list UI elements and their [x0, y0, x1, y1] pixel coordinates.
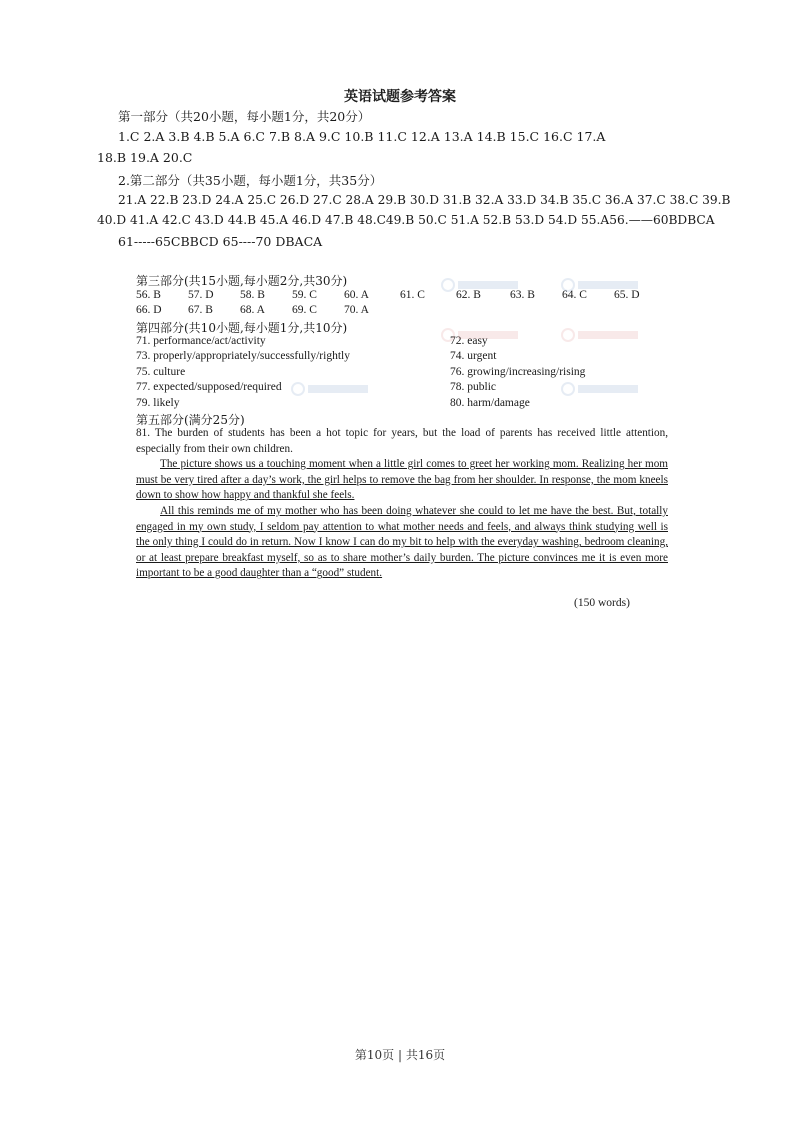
part1-heading: 第一部分（共20小题，每小题1分，共20分） [118, 109, 371, 124]
answer-item: 79. likely [136, 397, 180, 409]
essay [136, 426, 668, 582]
word-count: (150 words) [574, 597, 630, 609]
part3-row2 [136, 304, 436, 320]
answer-item: 80. harm/damage [450, 397, 530, 409]
answer-item: 60. A [344, 289, 369, 301]
part2-answers-line1: 21.A 22.B 23.D 24.A 25.C 26.D 27.C 28.A 29.B 30.D 31.B 32.A 33.D 34.B 35.C 36.A 37.C 38.C 39.B [118, 193, 731, 207]
part3-row1 [136, 289, 676, 305]
answer-item: 77. expected/supposed/required [136, 381, 282, 393]
part5-heading: 第五部分(满分25分) [136, 413, 245, 427]
essay-paragraph: The picture shows us a touching moment when a little girl comes to greet her working mom. Realizing her mom must be very tired after a day’s work, the girl helps to remove the bag from her shoulder. In response, the mom kneels down to show how happy and thankful she feels. [136, 458, 668, 502]
answer-item: 70. A [344, 304, 369, 316]
page-number: 第10页 | 共16页 [354, 1048, 446, 1062]
answer-item: 56. B [136, 289, 161, 301]
watermark-logo [560, 380, 650, 398]
part1-answers-line2: 18.B 19.A 20.C [97, 150, 193, 165]
watermark-logo [560, 326, 650, 344]
answer-item: 63. B [510, 289, 535, 301]
part3-heading: 第三部分(共15小题,每小题2分,共30分) [136, 274, 348, 288]
answer-item: 76. growing/increasing/rising [450, 366, 586, 378]
answer-item: 74. urgent [450, 350, 497, 362]
watermark-logo [290, 380, 380, 398]
part2-heading: 2.第二部分（共35小题，每小题1分，共35分） [118, 173, 383, 188]
answer-item: 58. B [240, 289, 265, 301]
answer-item: 57. D [188, 289, 214, 301]
essay-paragraph: All this reminds me of my mother who has been doing whatever she could to let me have the best. But, totally engaged in my own study, I seldom pay attention to what mother needs and feels, and always think studying well is the only thing I could do in return. Now I know I can do my bit to help with the everyday washing, bedroom cleaning, or at least prepare breakfast myself, so as to share mother’s daily burden. The picture convinces me it is even more important to be a good daughter than a “good” student. [136, 504, 668, 580]
answer-item: 69. C [292, 304, 317, 316]
answer-item: 64. C [562, 289, 587, 301]
answer-item: 59. C [292, 289, 317, 301]
page-title: 英语试题参考答案 [344, 89, 456, 105]
part1-answers-line1: 1.C 2.A 3.B 4.B 5.A 6.C 7.B 8.A 9.C 10.B 11.C 12.A 13.A 14.B 15.C 16.C 17.A [118, 129, 606, 144]
answer-item: 68. A [240, 304, 265, 316]
answer-item: 78. public [450, 381, 496, 393]
answer-item: 62. B [456, 289, 481, 301]
answer-item: 66. D [136, 304, 162, 316]
essay-intro: 81. The burden of students has been a hot topic for years, but the load of parents has received little attention, especially from their own children. [136, 427, 668, 455]
answer-item: 75. culture [136, 366, 186, 378]
part2-answers-line3: 61-----65CBBCD 65----70 DBACA [118, 234, 323, 249]
part2-answers-line2: 40.D 41.A 42.C 43.D 44.B 45.A 46.D 47.B 48.C49.B 50.C 51.A 52.B 53.D 54.D 55.A56.——60BDBCA [97, 213, 715, 227]
answer-item: 72. easy [450, 335, 488, 347]
answer-item: 61. C [400, 289, 425, 301]
answer-item: 67. B [188, 304, 213, 316]
answer-item: 71. performance/act/activity [136, 335, 266, 347]
answer-item: 65. D [614, 289, 640, 301]
answer-item: 73. properly/appropriately/successfully/rightly [136, 350, 350, 362]
part4-heading: 第四部分(共10小题,每小题1分,共10分) [136, 321, 348, 335]
